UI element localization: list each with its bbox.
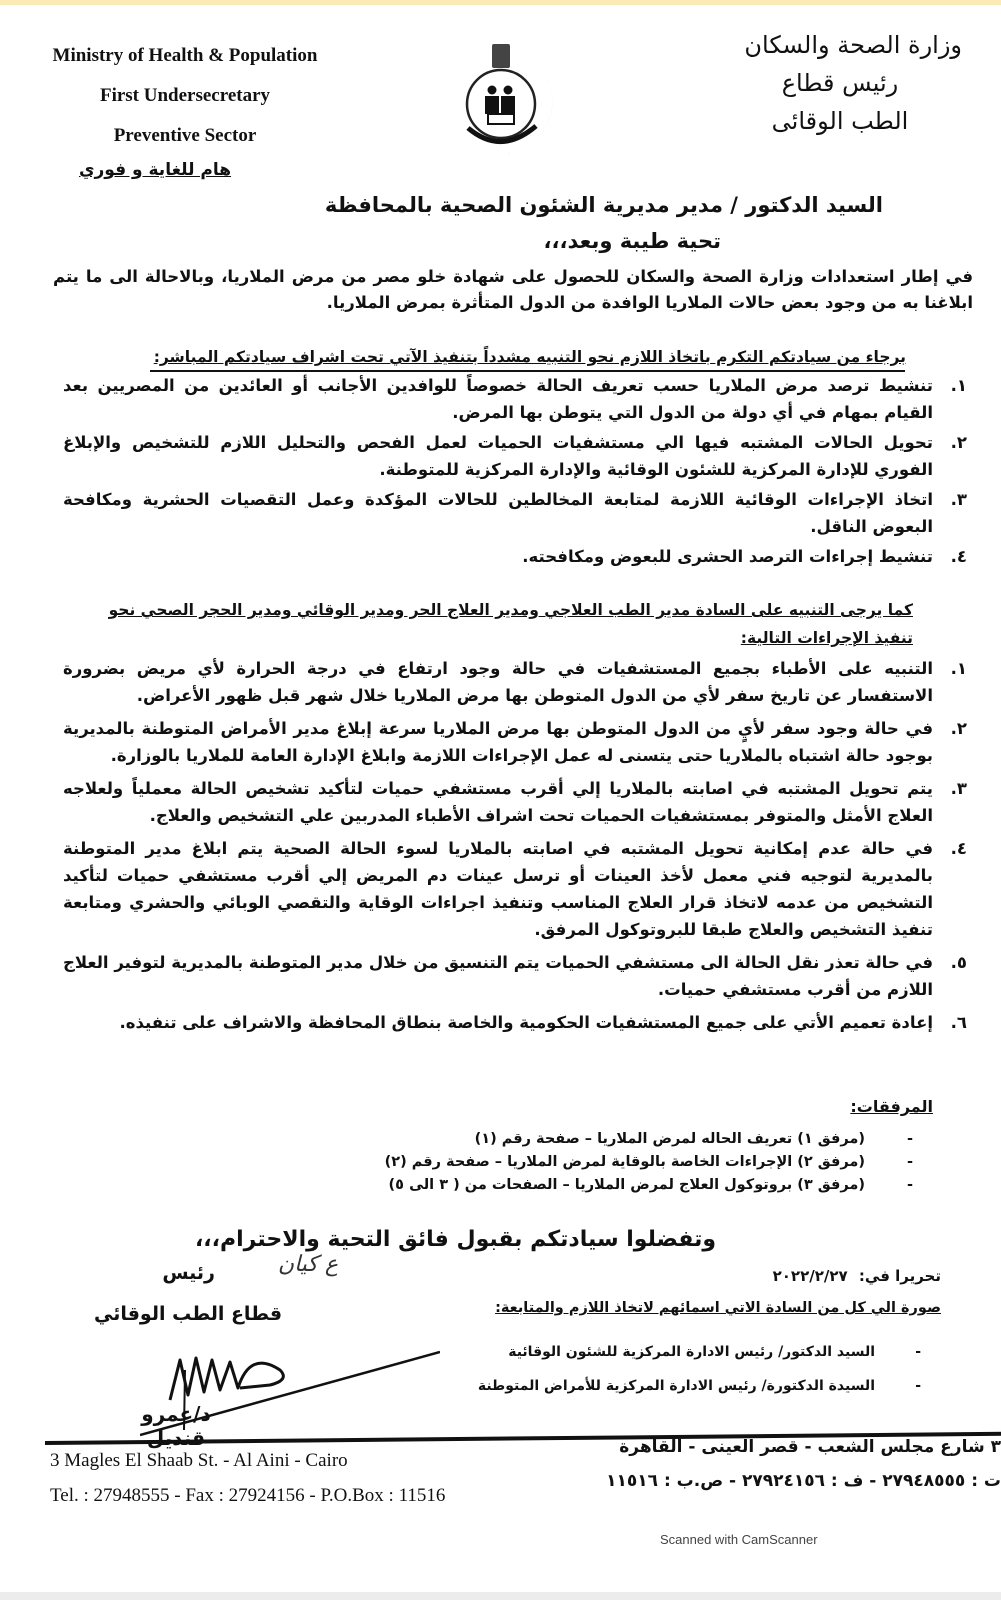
cc-item (461, 1369, 921, 1403)
instruction-item (63, 429, 967, 483)
attachments-title: المرفقات: (850, 1097, 933, 1116)
addressee: السيد الدكتور / مدير مديرية الشئون الصحية بالمحافظة (324, 193, 883, 217)
instruction-item (63, 486, 967, 540)
date-value: ٢٠٢٢/٢/٢٧ (772, 1267, 848, 1285)
ministry-name-ar: وزارة الصحة والسكان (744, 31, 962, 59)
item-text: في حالة تعذر نقل الحالة الى مستشفي الحميات يتم التنسيق من خلال مدير المتوطنة بالمديرية لتوفير العلاج اللازم من أقرب مستشفي حميات. (63, 953, 933, 999)
urgent-label: هام للغاية و فوري (78, 160, 232, 180)
item-number: ٤. (950, 547, 967, 566)
ministry-emblem-icon (448, 38, 554, 154)
item-number: ٢. (950, 719, 967, 738)
sector-en: Preventive Sector (113, 125, 257, 146)
attachment-item (263, 1128, 913, 1151)
item-number: ٥. (950, 953, 967, 972)
closing-salutation: وتفضلوا سيادتكم بقبول فائق التحية والاحترام،،، (194, 1227, 716, 1252)
cc-text: السيدة الدكتورة/ رئيس الادارة المركزية للأمراض المتوطنة (477, 1378, 875, 1394)
signatory-title-line2: قطاع الطب الوقائي (93, 1303, 283, 1325)
procedures-heading: كما يرجى التنبيه على السادة مدير الطب العلاجي ومدير العلاج الحر ومدير الوقائي ومدير الحجر الصحي نحو تنفيذ الإجراءات التالية: (108, 601, 913, 647)
item-text: في حالة وجود سفر لأيٍ من الدول المتوطن بها مرض الملاريا سرعة إبلاغ مدير الأمراض المتوطنة بالمديرية بوجود حالة اشتباه بالملاريا حتى يتسنى له عمل الإجراءات اللازمة وابلاغ الإدارة العامة للملاريا بالوزارة. (63, 719, 933, 765)
item-number: ١. (950, 659, 967, 678)
procedure-item (63, 655, 967, 709)
cc-item (461, 1335, 921, 1369)
item-text: في حالة عدم إمكانية تحويل المشتبه في اصابته بالملاريا لسوء الحالة الصحية يتم ابلاغ مدير المتوطنة بالمديرية لتوجيه فني معمل لأخذ العينات أو ترسل عينات دم المريض إلي أقرب مستشفي حميات لتأكيد التشخيص من عدمه لاتخاذ قرار العلاج المناسب وتنفيذ اجراءات الوقاية والتقصي الوبائي والحشري ومتابعة تنفيذ التشخيص والعلاج طبقا للبروتوكول المرفق. (63, 839, 933, 939)
procedures-list (63, 655, 967, 1042)
handwritten-annotation: ع كيان (277, 1252, 338, 1277)
attachment-item (263, 1174, 913, 1197)
bullet-dash: - (915, 1378, 921, 1394)
sector-ar: الطب الوقائى (771, 107, 909, 135)
scanner-watermark: Scanned with CamScanner (660, 1532, 818, 1547)
item-number: ٦. (950, 1013, 967, 1032)
procedure-item (63, 835, 967, 943)
item-text: اتخاذ الإجراءات الوقائية اللازمة لمتابعة المخالطين للحالات المؤكدة وعمل التقصيات الحشرية ومكافحة البعوض الناقل. (63, 490, 933, 536)
bullet-dash: - (906, 1177, 913, 1193)
bullet-dash: - (906, 1154, 913, 1170)
footer-contact-en: Tel. : 27948555 - Fax : 27924156 - P.O.Box : 11516 (50, 1485, 446, 1506)
item-text: تنشيط ترصد مرض الملاريا حسب تعريف الحالة خصوصاً للوافدين الأجانب أو العائدين من المصريين بعد القيام بمهام في أي دولة من الدول التي يتوطن بها المرض. (63, 376, 933, 422)
arabic-letterhead (700, 26, 980, 140)
top-edge-strip (0, 0, 1001, 5)
instructions-heading: برجاء من سيادتكم التكرم باتخاذ اللازم نحو التنبيه مشدداً بتنفيذ الآتي تحت اشراف سيادتكم المباشر: (153, 348, 906, 366)
ministry-name-en: Ministry of Health & Population (52, 45, 318, 66)
footer-contact-ar: ت : ٢٧٩٤٨٥٥٥ - ف : ٢٧٩٢٤١٥٦ - ص.ب : ١١٥١٦ (606, 1471, 1001, 1491)
cc-heading: صورة الي كل من السادة الاتي اسمائهم لاتخاذ اللازم والمتابعة: (495, 1300, 941, 1316)
greeting: تحية طيبة وبعد،،، (543, 229, 721, 253)
attachment-text: (مرفق ٣) بروتوكول العلاج لمرض الملاريا – الصفحات من ( ٣ الى ٥) (388, 1177, 865, 1193)
procedure-item (63, 775, 967, 829)
bullet-dash: - (915, 1344, 921, 1360)
item-number: ٢. (950, 433, 967, 452)
item-text: تنشيط إجراءات الترصد الحشرى للبعوض ومكافحته. (522, 547, 933, 566)
instruction-item (63, 372, 967, 426)
bottom-edge-strip (0, 1592, 1001, 1600)
item-text: إعادة تعميم الأتي على جميع المستشفيات الحكومية والخاصة بنطاق المحافظة والاشراف على تنفيذه. (119, 1013, 933, 1032)
bullet-dash: - (906, 1131, 913, 1147)
procedure-item (63, 715, 967, 769)
footer-address-en: 3 Magles El Shaab St. - Al Aini - Cairo (50, 1450, 348, 1471)
cc-text: السيد الدكتور/ رئيس الادارة المركزية للشئون الوقائية (508, 1344, 875, 1360)
instruction-item (63, 543, 967, 570)
item-text: يتم تحويل المشتبه في اصابته بالملاريا إلي أقرب مستشفي حميات لتأكيد تشخيص الحالة معملياً ولعلاجه العلاج الأمثل والمتوفر بمستشفيات الحميات تحت اشراف الأطباء المدربين علي التشخيص والعلاج. (63, 779, 933, 825)
procedure-item (63, 1009, 967, 1036)
procedure-item (63, 949, 967, 1003)
undersecretary-en: First Undersecretary (99, 85, 271, 106)
intro-paragraph: في إطار استعدادات وزارة الصحة والسكان للحصول على شهادة خلو مصر من مرض الملاريا، وبالاحالة الى ما يتم ابلاغنا به من وجود بعض حالات الملاريا الوافدة من الدول المتأثرة بمرض الملاريا. (53, 267, 973, 312)
footer-address-ar: ٣ شارع مجلس الشعب - قصر العينى - القاهرة (619, 1437, 1001, 1457)
item-number: ٣. (950, 779, 967, 798)
date-label: تحريرا في: (858, 1267, 941, 1285)
attachment-text: (مرفق ٢) الإجراءات الخاصة بالوقاية لمرض الملاريا – صفحة رقم (٢) (384, 1154, 865, 1170)
issue-date (741, 1263, 941, 1289)
signatory-title-line1: رئيس (162, 1262, 215, 1284)
attachments-list (263, 1128, 913, 1197)
signer-name: د/عمرو قنديل (141, 1402, 211, 1450)
item-number: ٤. (950, 839, 967, 858)
attachment-text: (مرفق ١) تعريف الحاله لمرض الملاريا – صفحة رقم (١) (474, 1131, 865, 1147)
head-title-ar: رئيس قطاع (781, 69, 899, 97)
item-text: تحويل الحالات المشتبه فيها الي مستشفيات الحميات لعمل الفحص والتحليل اللازم للتشخيص والإبلاغ الفوري للإدارة المركزية للشئون الوقائية والإدارة المركزية للمتوطنة. (63, 433, 933, 479)
english-letterhead (20, 36, 350, 156)
item-number: ١. (950, 376, 967, 395)
attachment-item (263, 1151, 913, 1174)
instructions-list (63, 372, 967, 573)
item-text: التنبيه على الأطباء بجميع المستشفيات في حالة وجود ارتفاع في درجة الحرارة لأي مريض بضرورة الاستفسار عن تاريخ سفر لأي من الدول المتوطن بها مرض الملاريا خلال شهر قبل ظهور الأعراض. (63, 659, 933, 705)
cc-list (461, 1335, 921, 1403)
item-number: ٣. (950, 490, 967, 509)
